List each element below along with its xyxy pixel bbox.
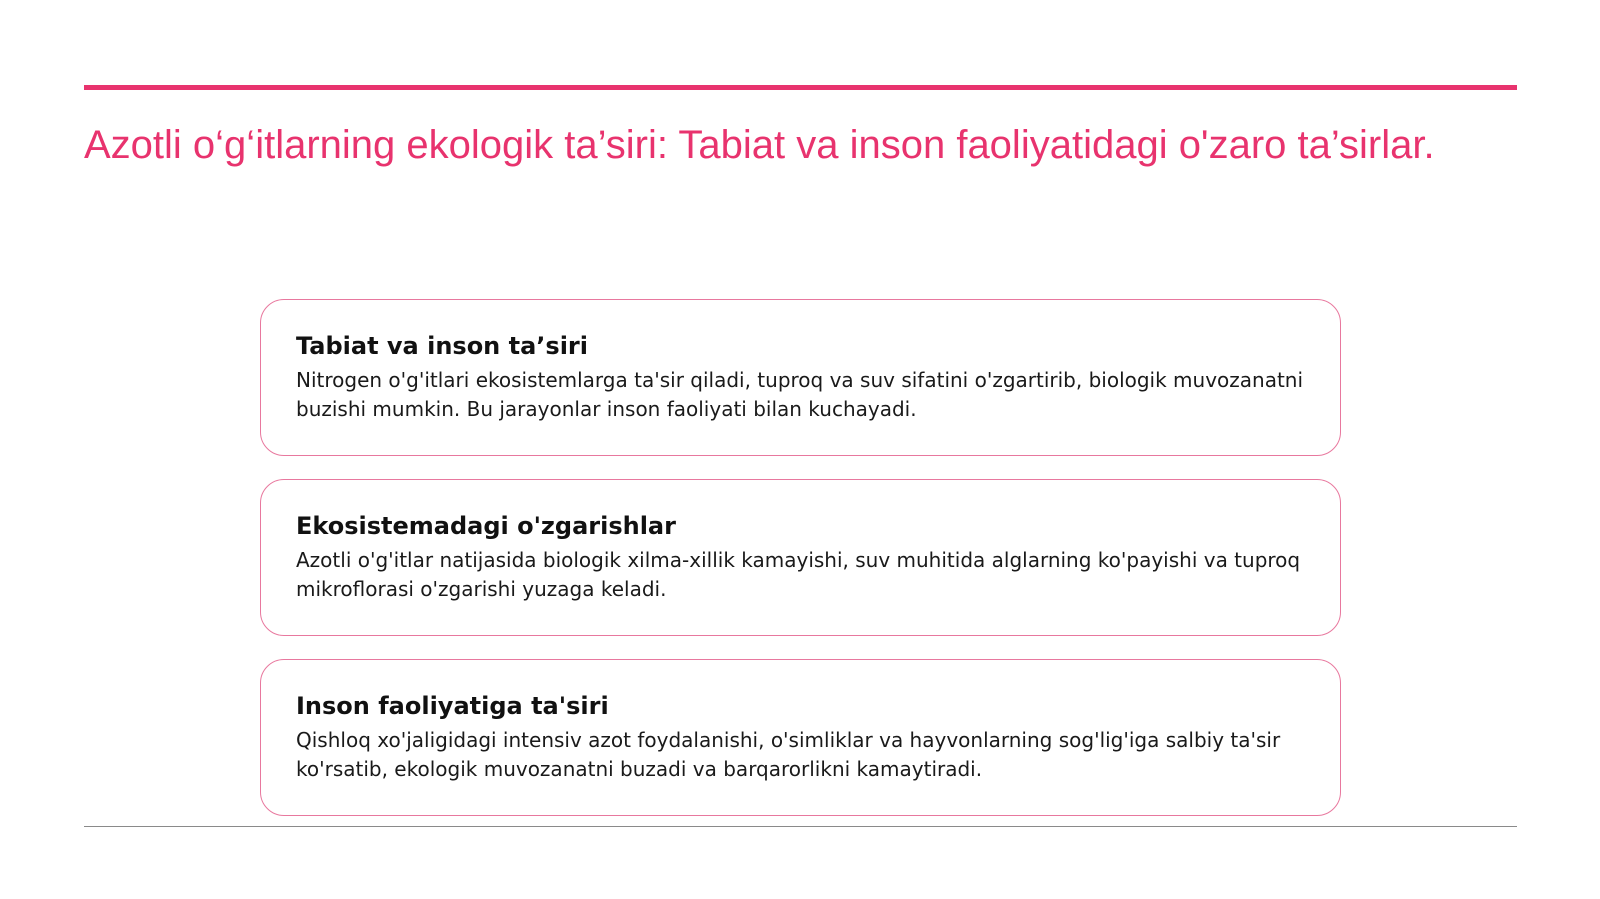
card-text: Azotli o'g'itlar natijasida biologik xilma-xillik kamayishi, suv muhitida alglarning ko'payishi va tuproq mikroflorasi o'zgarishi yuzaga keladi. bbox=[296, 548, 1301, 601]
slide-title: Azotli o‘g‘itlarning ekologik ta’siri: Tabiat va inson faoliyatidagi o'zaro ta’sirlar. bbox=[84, 123, 1435, 167]
card-heading: Tabiat va inson ta’siri bbox=[296, 332, 588, 360]
card-ecosystem-changes bbox=[260, 479, 1341, 636]
bottom-divider bbox=[84, 826, 1517, 827]
card-list bbox=[260, 299, 1341, 839]
card-nature-human-impact bbox=[260, 299, 1341, 456]
card-text: Nitrogen o'g'itlari ekosistemlarga ta'sir qiladi, tuproq va suv sifatini o'zgartirib, biologik muvozanatni buzishi mumkin. Bu jarayonlar inson faoliyati bilan kuchayadi. bbox=[296, 368, 1304, 421]
card-heading: Ekosistemadagi o'zgarishlar bbox=[296, 512, 676, 540]
card-human-activity-impact bbox=[260, 659, 1341, 816]
card-heading: Inson faoliyatiga ta'siri bbox=[296, 692, 609, 720]
card-text: Qishloq xo'jaligidagi intensiv azot foydalanishi, o'simliklar va hayvonlarning sog'lig'iga salbiy ta'sir ko'rsatib, ekologik muvozanatni buzadi va barqarorlikni kamaytiradi. bbox=[296, 728, 1281, 781]
top-accent-rule bbox=[84, 85, 1517, 90]
